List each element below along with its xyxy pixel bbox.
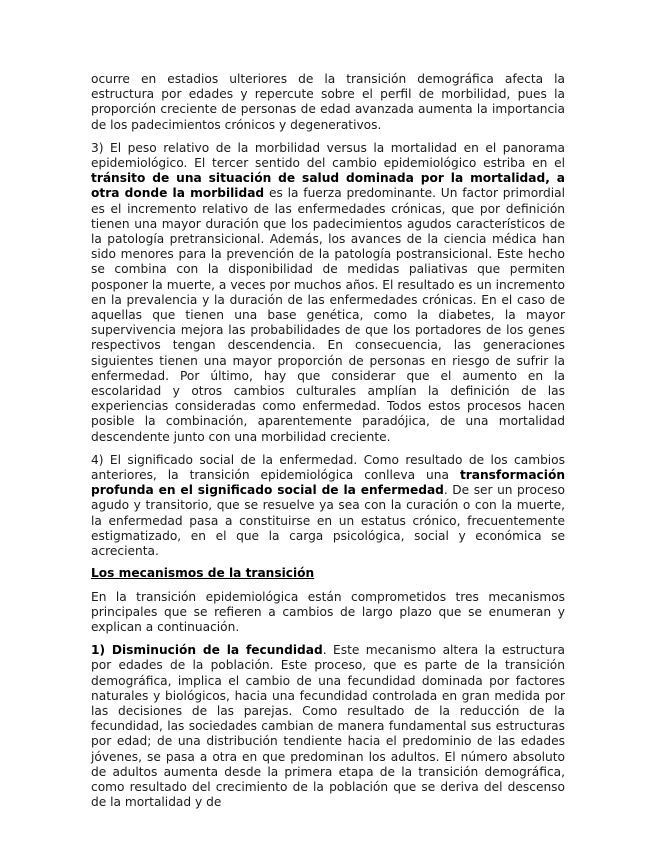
paragraph-morbidity-weight xyxy=(91,141,565,445)
paragraph-lead: 3) El peso relativo de la morbilidad versus la mortalidad en el panorama epidemiológico. El tercer sentido del cambio epidemiológico estriba en el xyxy=(91,140,565,171)
paragraph-fertility-decline xyxy=(91,643,565,810)
paragraph-body: . Este mecanismo altera la estructura por edades de la población. Este proceso, que es parte de la transición demográfica, implica el cambio de una fecundidad dominada por factores naturales y biológicos, hacia una fecundidad controlada en gran medida por las decisiones de las parejas. Como resultado de la reducción de la fecundidad, las sociedades cambian de manera fundamental sus estructuras por edad; de una distribución tendiente hacia el predominio de las edades jóvenes, se pasa a otra en que predominan los adultos. El número absoluto de adultos aumenta desde la primera etapa de la transición demográfica, como resultado del crecimiento de la población que se deriva del descenso de la mortalidad y de xyxy=(91,643,565,810)
paragraph-social-meaning xyxy=(91,453,565,559)
paragraph-continuation: ocurre en estadios ulteriores de la transición demográfica afecta la estructura por edades y repercute sobre el perfil de morbilidad, pues la proporción creciente de personas de edad avanzada aumenta la importancia de los padecimientos crónicos y degenerativos. xyxy=(91,72,565,132)
paragraph-emphasis: tránsito de una situación de salud dominada por la mortalidad, a otra donde la morbilidad xyxy=(91,171,565,201)
paragraph-lead: 4) El significado social de la enfermedad. Como resultado de los cambios anteriores, la transición epidemiológica conlleva una xyxy=(91,452,565,483)
paragraph-emphasis: 1) Disminución de la fecundidad xyxy=(91,643,323,658)
paragraph-body: . De ser un proceso agudo y transitorio, que se resuelve ya sea con la curación o con la muerte, la enfermedad pasa a constituirse en un estatus crónico, frecuentemente estigmatizado, en el que la carga psicológica, social y económica se acrecienta. xyxy=(91,483,565,559)
paragraph-emphasis: transformación profunda en el significado social de la enfermedad xyxy=(91,468,565,498)
paragraph-mechanisms-intro: En la transición epidemiológica están comprometidos tres mecanismos principales que se refieren a cambios de largo plazo que se enumeran y explican a continuación. xyxy=(91,589,565,634)
section-heading: Los mecanismos de la transición xyxy=(91,566,315,581)
paragraph-body: es la fuerza predominante. Un factor primordial es el incremento relativo de las enfermedades crónicas, que por definición tienen una mayor duración que los padecimientos agudos característicos de la patología pretransicional. Además, los avances de la ciencia médica han sido menores para la prevención de la patología postransicional. Este hecho se combina con la disponibilidad de medidas paliativas que permiten posponer la muerte, a veces por muchos años. El resultado es un incremento en la prevalencia y la duración de las enfermedades crónicas. En el caso de aquellas que tienen una base genética, como la diabetes, la mayor supervivencia mejora las probabilidades de que los portadores de los genes respectivos tengan descendencia. En consecuencia, las generaciones siguientes tienen una mayor proporción de personas en riesgo de sufrir la enfermedad. Por último, hay que considerar que el aumento en la escolaridad y otros cambios culturales amplían la definición de las experiencias consideradas como enfermedad. Todos estos procesos hacen posible la combinación, aparentemente paradójica, de una mortalidad descendente junto con una morbilidad creciente. xyxy=(91,186,565,444)
